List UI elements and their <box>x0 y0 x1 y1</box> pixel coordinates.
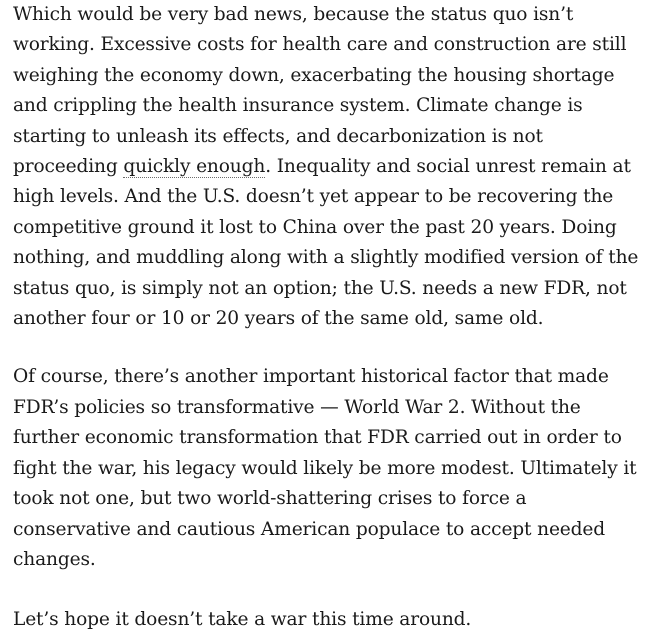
paragraph-closing: Let’s hope it doesn’t take a war this time around. <box>13 609 472 631</box>
article-body <box>13 0 641 636</box>
paragraph-text: . Inequality and social unrest remain at high levels. And the U.S. doesn’t yet appear to be recovering the competitive ground it lost to China over the past 20 years. Doing nothing, and muddling along with a slightly modified version of the status quo, is simply not an option; the U.S. needs a new FDR, not another four or 10 or 20 years of the same old, same old. <box>13 156 639 330</box>
quickly-enough-link[interactable]: quickly enough <box>123 156 266 178</box>
paragraph-status-quo <box>13 0 641 334</box>
paragraph-text: Which would be very bad news, because the status quo isn’t working. Excessive costs for health care and construction are still weighing the economy down, exacerbating the housing shortage and crippling the health insurance system. Climate change is starting to unleash its effects, and decarbonization is not proceeding <box>13 4 627 178</box>
paragraph-world-war: Of course, there’s another important historical factor that made FDR’s policies so transformative — World War 2. Without the further economic transformation that FDR carried out in order to fight the war, his legacy would likely be more modest. Ultimately it took not one, but two world-shattering crises to force a conservative and cautious American populace to accept needed changes. <box>13 366 637 570</box>
